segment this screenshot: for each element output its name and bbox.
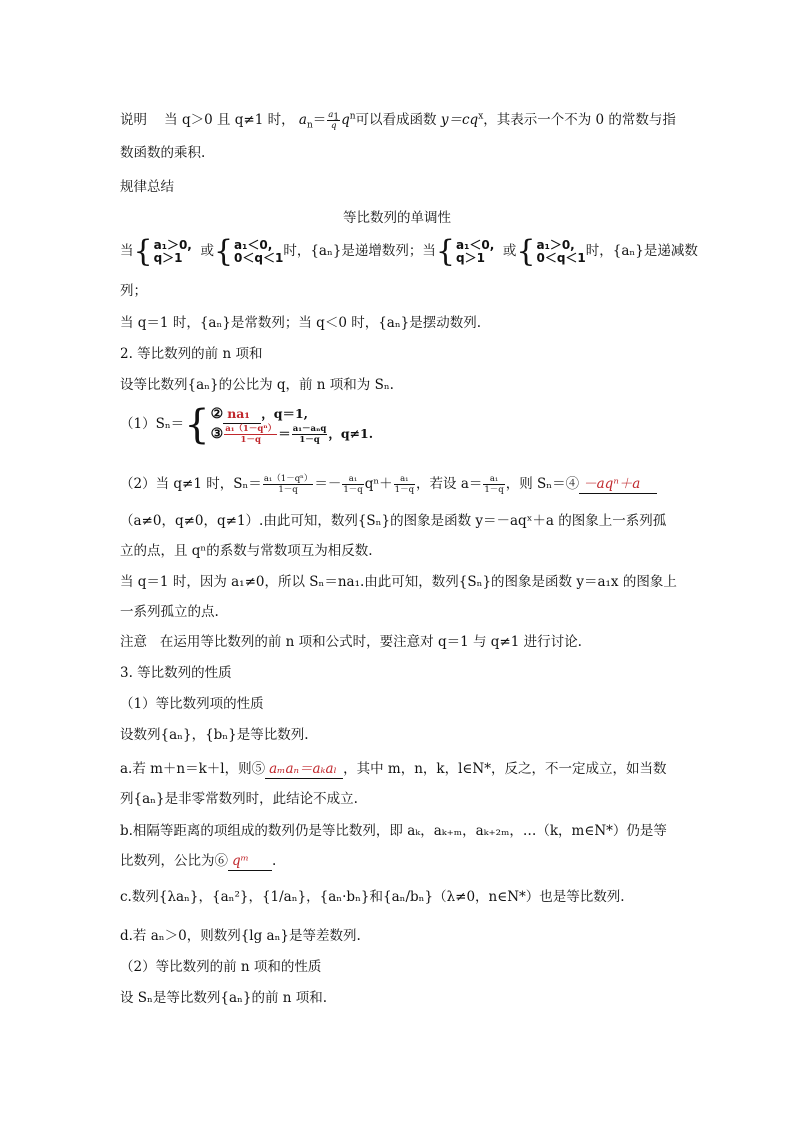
monotonicity-line: 当{ a₁＞0, q＞1 或{ a₁＜0, 0＜q＜1 时，{aₙ}是递增数列；当{ a₁＜0, q＞1 或{ a₁＞0, 0＜q＜1 时，{aₙ}是递减数 — [120, 233, 698, 269]
property-d: d.若 aₙ＞0，则数列{lg aₙ}是等差数列. — [120, 928, 361, 944]
case-b: a₁＜0, 0＜q＜1 — [234, 237, 284, 265]
sum-line-2: （2）当 q≠1 时，Sₙ＝ $\frac{\text{a₁（1－qⁿ）}}{1-q}$ ＝－ $\frac{\text{a₁}}{1-q}$ qⁿ＋ $\frac{\text{a₁}}{1-q}$ ，若设 a＝ $\frac{\text{a₁}}{1-q}$ ，则 Sₙ＝④ －aqⁿ＋a — [120, 474, 657, 495]
monotonicity-title: 等比数列的单调性 — [343, 210, 451, 226]
answer-3: $\frac{\text{a₁（1－qⁿ）}}{1-q}$ — [225, 424, 277, 445]
sum-formula: （1）Sₙ＝{ ② na₁ ，q＝1, ③ $\frac{\text{a₁（1－qⁿ）}}{1-q}$ ＝ $\frac{\text{a₁－aₙq}}{1-q}$ ，q≠1. — [120, 401, 374, 448]
attention-note: 注意 在运用等比数列的前 n 项和公式时，要注意对 q＝1 与 q≠1 进行讨论. — [120, 634, 582, 650]
property-b-line-1: b.相隔等距离的项组成的数列仍是等比数列，即 aₖ，aₖ₊ₘ，aₖ₊₂ₘ，…（k，m∈N*）仍是等 — [120, 823, 667, 839]
rule-summary-title: 规律总结 — [120, 179, 174, 195]
section-2-title: 2. 等比数列的前 n 项和 — [120, 346, 263, 362]
fraction-a1-over-q: $\frac{a_1}{q}$ — [328, 110, 340, 131]
case-c: a₁＜0, q＞1 — [456, 237, 495, 265]
property-a-line-1: a.若 m＋n＝k＋l，则⑤ aₘaₙ＝aₖaₗ ，其中 m，n，k，l∈N*，反之，不一定成立，如当数 — [120, 761, 667, 777]
section-3-intro: 设数列{aₙ}，{bₙ}是等比数列. — [120, 727, 309, 743]
property-a-line-2: 列{aₙ}是非零常数列时，此结论不成立. — [120, 791, 358, 807]
property-b-line-2: 比数列，公比为⑥ qᵐ . — [120, 853, 277, 869]
section-2-intro: 设等比数列{aₙ}的公比为 q，前 n 项和为 Sₙ. — [120, 377, 394, 393]
sum-line-3: （a≠0，q≠0，q≠1）.由此可知，数列{Sₙ}的图象是函数 y＝－aqˣ＋a 的图象上一系列孤 — [120, 513, 667, 529]
sum-line-4: 立的点，且 qⁿ的系数与常数项互为相反数. — [120, 543, 373, 559]
sum-line-5: 当 q＝1 时，因为 a₁≠0，所以 Sₙ＝na₁.由此可知，数列{Sₙ}的图象是函数 y＝a₁x 的图象上 — [120, 574, 677, 590]
answer-2: na₁ — [223, 404, 261, 424]
monotonicity-line-3: 当 q＝1 时，{aₙ}是常数列；当 q＜0 时，{aₙ}是摆动数列. — [120, 315, 482, 331]
note-line-2: 数函数的乘积. — [120, 145, 206, 161]
answer-6: qᵐ — [228, 852, 272, 871]
sum-line-6: 一系列孤立的点. — [120, 604, 219, 620]
case-a: a₁＞0, q＞1 — [153, 237, 192, 265]
sum-cases: ② na₁ ，q＝1, ③ $\frac{\text{a₁（1－qⁿ）}}{1-q}$ ＝ $\frac{\text{a₁－aₙq}}{1-q}$ ，q≠1. — [210, 406, 374, 445]
section-3-sub-2: （2）等比数列的前 n 项和的性质 — [120, 959, 322, 975]
answer-4: －aqⁿ＋a — [579, 475, 657, 494]
section-3-sub-1: （1）等比数列项的性质 — [120, 696, 264, 712]
case-d: a₁＞0, 0＜q＜1 — [536, 237, 586, 265]
section-3-last: 设 Sₙ是等比数列{aₙ}的前 n 项和. — [120, 990, 328, 1006]
note-line-1: 说明 当 q＞0 且 q≠1 时， $a_n=$ $\frac{a_1}{q}$ $q^n$可以看成函数 $y=cq^x$，其表示一个不为 0 的常数与指 — [120, 110, 676, 131]
answer-5: aₘaₙ＝aₖaₗ — [265, 760, 343, 779]
monotonicity-line-2: 列； — [120, 283, 147, 299]
property-c: c.数列{λaₙ}，{aₙ²}，{1/aₙ}，{aₙ·bₙ}和{aₙ/bₙ}（λ≠0，n∈N*）也是等比数列. — [120, 889, 625, 905]
section-3-title: 3. 等比数列的性质 — [120, 665, 232, 681]
note-label: 说明 — [120, 112, 147, 128]
left-brace: { — [133, 233, 153, 269]
